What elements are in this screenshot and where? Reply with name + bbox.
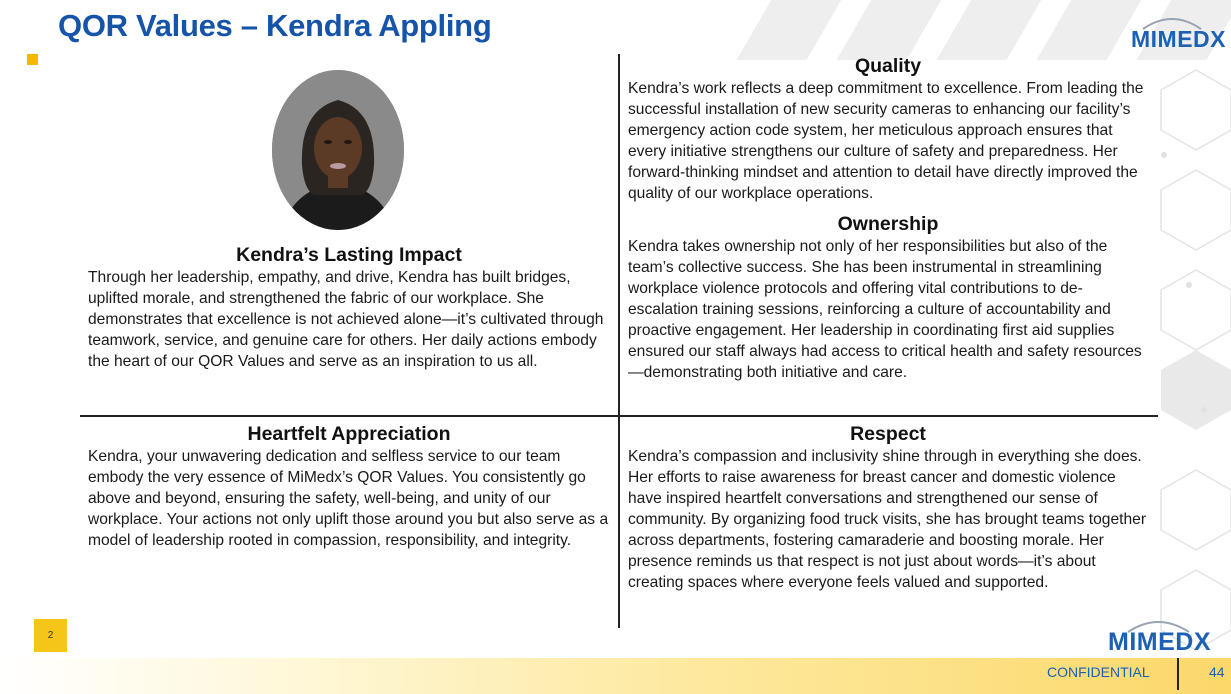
page-number: 44 (1209, 664, 1225, 680)
footer-divider (1177, 658, 1179, 690)
mimedx-logo-top: MIMEDX (1131, 26, 1226, 52)
section-respect (628, 423, 1148, 593)
section-heading: Respect (850, 423, 926, 445)
grid-horizontal-divider (80, 415, 1158, 417)
accent-square (27, 54, 38, 65)
mimedx-logo-bottom: MIMEDX (1108, 628, 1211, 656)
section-heading: Ownership (837, 213, 939, 235)
section-heading: Kendra’s Lasting Impact (236, 244, 462, 266)
section-heartfelt-appreciation (88, 423, 610, 551)
confidential-label: CONFIDENTIAL (1047, 664, 1150, 680)
slide-title: QOR Values – Kendra Appling (58, 8, 492, 43)
portrait-photo (272, 70, 404, 230)
section-ownership (628, 213, 1148, 383)
section-body: Kendra takes ownership not only of her responsibilities but also of the team’s collective success. She has been instrumental in streamlining workplace violence protocols and offering vital contributions to de-escalation training sessions, reinforcing a culture of accountability and proactive engagement. Her leadership in coordinating first aid supplies ensured our staff always had access to critical health and safety resources—demonstrating both initiative and care. (628, 238, 1142, 381)
hexagon-pattern (1156, 60, 1231, 660)
section-heading: Heartfelt Appreciation (247, 423, 451, 445)
section-heading: Quality (854, 55, 922, 77)
section-body: Kendra, your unwavering dedication and selfless service to our team embody the very essence of MiMedx’s QOR Values. You consistently go above and beyond, ensuring the safety, well-being, and unity of our workplace. Your actions not only uplift those around you but also serve as a model of leadership rooted in compassion, responsibility, and integrity. (88, 448, 609, 549)
grid-vertical-divider (618, 54, 620, 628)
section-body: Kendra’s work reflects a deep commitment to excellence. From leading the successful installation of new security cameras to enhancing our facility’s emergency action code system, her meticulous approach ensures that every initiative strengthens our culture of safety and preparedness. Her forward-thinking mindset and attention to detail have directly improved the quality of our workplace operations. (628, 80, 1144, 202)
section-lasting-impact (88, 244, 610, 372)
section-body: Kendra’s compassion and inclusivity shine through in everything she does. Her efforts to raise awareness for breast cancer and domestic violence have inspired heartfelt conversations and strengthened our sense of community. By organizing food truck visits, she has brought teams together across departments, fostering camaraderie and boosting morale. Her presence reminds us that respect is not just about words—it’s about creating spaces where everyone feels valued and supported. (628, 448, 1147, 591)
section-body: Through her leadership, empathy, and drive, Kendra has built bridges, uplifted morale, and strengthened the fabric of our workplace. She demonstrates that excellence is not achieved alone—it’s cultivated through teamwork, service, and genuine care for others. Her daily actions embody the heart of our QOR Values and serve as an inspiration to us all. (88, 269, 604, 370)
page-badge: 2 (34, 619, 67, 652)
section-quality (628, 55, 1148, 204)
